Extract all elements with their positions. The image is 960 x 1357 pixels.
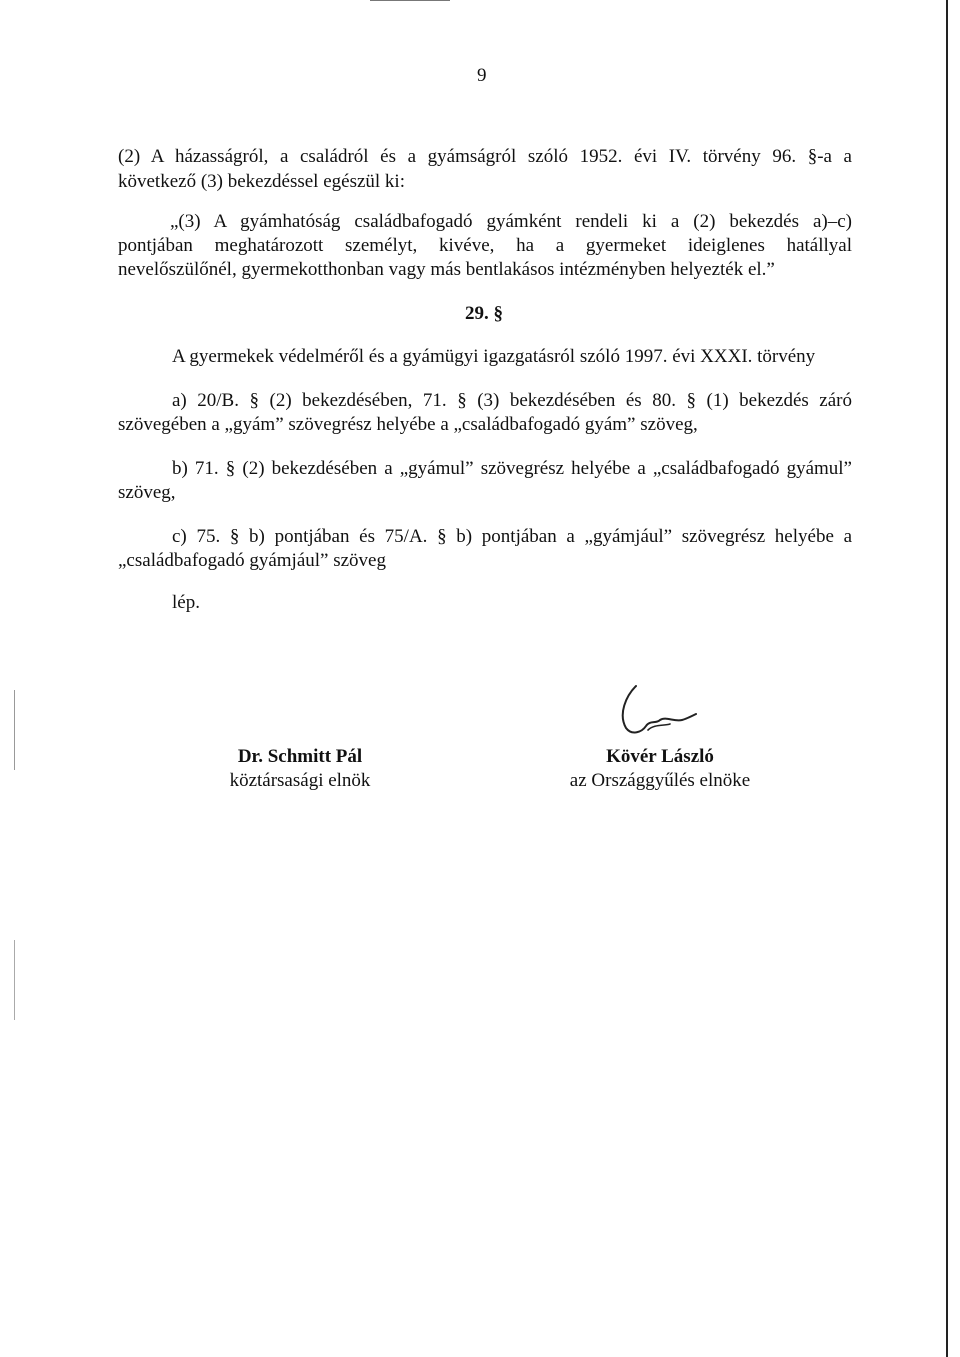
signatory-left-title: köztársasági elnök: [229, 770, 371, 791]
signature-mark: [612, 682, 712, 742]
point-c-line-2: „családbafogadó gyámjául” szöveg: [118, 550, 386, 571]
section-title: A gyermekek védelméről és a gyámügyi igazgatásról szóló 1997. évi XXXI. törvény: [172, 346, 816, 367]
scan-mark-left-lower: [14, 940, 15, 1020]
signature-right: [540, 745, 780, 793]
point-a-line-2: szövegében a „gyám” szövegrész helyébe a „családbafogadó gyám” szöveg,: [118, 414, 698, 435]
quote-line-1: „(3) A gyámhatóság családbafogadó gyámként rendeli ki a (2) bekezdés a)–c): [170, 211, 852, 232]
quote-line-3: nevelőszülőnél, gyermekotthonban vagy más bentlakásos intézményben helyezték el.”: [118, 259, 775, 280]
point-b-line-1: b) 71. § (2) bekezdésében a „gyámul” szövegrész helyébe a „családbafogadó gyámul”: [172, 458, 852, 479]
signature-left: [190, 745, 410, 793]
paragraph-2-line-2: következő (3) bekezdéssel egészül ki:: [118, 171, 405, 192]
scan-mark-left: [14, 690, 15, 770]
closing-text: lép.: [172, 592, 200, 613]
signatory-left-name: Dr. Schmitt Pál: [237, 746, 363, 767]
point-c-line-1: c) 75. § b) pontjában és 75/A. § b) pontjában a „gyámjául” szövegrész helyébe a: [172, 526, 852, 547]
section-number: 29. §: [465, 303, 503, 324]
scan-edge-top: [370, 0, 450, 1]
quote-line-2: pontjában meghatározott személyt, kivéve, ha a gyermeket ideiglenes hatállyal: [118, 235, 852, 256]
point-b-line-2: szöveg,: [118, 482, 176, 503]
signatory-right-title: az Országgyűlés elnöke: [569, 770, 751, 791]
signatory-right-name: Kövér László: [606, 746, 714, 767]
point-a-line-1: a) 20/B. § (2) bekezdésében, 71. § (3) bekezdésében és 80. § (1) bekezdés záró: [172, 390, 852, 411]
scan-edge-right: [946, 0, 948, 1357]
paragraph-2-line-1: (2) A házasságról, a családról és a gyámságról szóló 1952. évi IV. törvény 96. §-a a: [118, 146, 852, 167]
page-number: 9: [477, 65, 487, 86]
